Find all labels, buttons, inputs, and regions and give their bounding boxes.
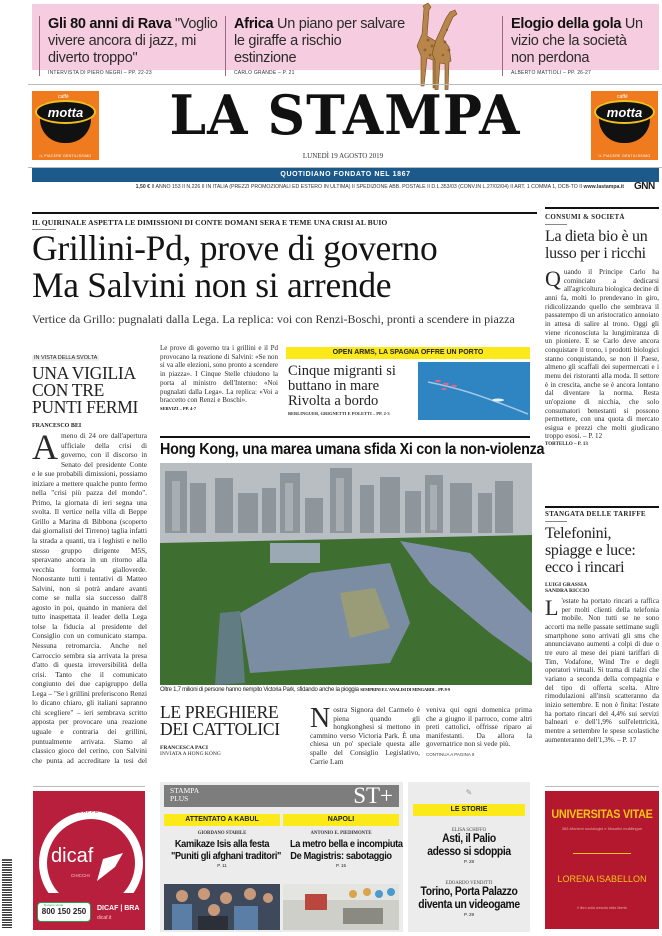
preghiere-headline[interactable]: LE PREGHIERE DEI CATTOLICI — [160, 702, 280, 739]
item-headline — [170, 838, 282, 862]
tariffe-headline: Telefonini, spiagge e luce: ecco i rincari — [545, 525, 636, 576]
editorial-headline: UNA VIGILIA CON TRE PUNTI FERMI — [32, 363, 139, 417]
bio-article[interactable] — [545, 213, 659, 447]
item-headline — [289, 838, 403, 862]
divider — [545, 207, 659, 209]
ad-motta-left[interactable] — [32, 91, 99, 160]
dicaf-slogan: DI CAFFÈ IN CAFFÈ IL MEGLIO È — [35, 809, 143, 815]
dicaf-sub: CHICCHI — [71, 873, 90, 878]
item-headline — [414, 833, 524, 859]
price: 1,50 € — [135, 184, 151, 190]
item-page: P. 11 — [217, 863, 227, 868]
headline-line-2: De Magistris: sabotaggio — [290, 850, 392, 862]
giraffe-image — [395, 0, 485, 90]
item-author: ANTONIO E. PIEDIMONTE — [310, 831, 372, 836]
tariffe-kicker: STANGATA DELLE TARIFFE — [545, 510, 646, 518]
le-storie-box — [408, 782, 530, 932]
teaser-gola[interactable] — [502, 16, 652, 76]
teaser-byline: CARLO GRANDE – P. 21 — [234, 70, 295, 76]
phone-number: 800 150 250 — [41, 907, 87, 916]
stampa-plus-label: STAMPA PLUS — [170, 786, 199, 803]
teaser-strip — [32, 4, 659, 76]
item-headline — [414, 886, 524, 912]
headline-line-2: adesso si sdoppia — [427, 846, 511, 858]
ad-brand: motta — [606, 104, 643, 120]
teaser-title: Africa — [234, 16, 274, 32]
ad-brand: motta — [47, 104, 84, 120]
divider — [33, 786, 145, 787]
lead-headline[interactable] — [32, 230, 537, 304]
bio-kicker: CONSUMI & SOCIETÀ — [545, 213, 625, 221]
tariffe-text: 'estate ha portato rincari a raffica per molti clienti della telefonia mobile. Non tutti se ne sono accorti ma nelle passate settimane sugli smartphone sono arrivati gli sms che annunciavano aumenti a colpi di due o tre euro al mese dei piani tariffari di Tim, Vodafone, Wind Tre e degli operatori virtuali. Si trama di rialzi che variano a seconda della compagnia e del tipo di offerta scelta. Altre rimodulazioni all'insù scatteranno da inizio settembre. E non è finita: l'estate ha portato rincari del 4,4% sui servizi balneari e dell'1,9% sull'elettricità, mentre a settembre le spese scolastiche aumenteranno dell'1,3%. – P. 17 — [545, 597, 659, 744]
teaser-byline: ALBERTO MATTIOLI – PP. 26-27 — [511, 70, 591, 76]
ad-universitas-vitae[interactable] — [545, 791, 659, 929]
preghiere-byline — [160, 745, 221, 757]
drop-cap: Q — [545, 266, 561, 291]
headline-line-1: Kamikaze Isis alla festa — [174, 838, 270, 850]
bio-text: uando il Principe Carlo ha cominciato a dedicarsi all'agricoltura biologica decine di anni fa, molti lo prendevano in giro, ridicolizzando quello che sembrava il passatempo di un aristocratico annoiato in attesa di salire al trono. Oggi gli viene riconosciuta la lungimiranza di un pioniere. E se Carlo deve ancora conquistare il trono, i prodotti biologici stanno conquistando, se non il Paese, almeno gli scaffali dei supermercati e i menu dei ristoranti alla moda. Il settore è in crescita, anche se è ancora lontano dal diventare la norma. Resta un'opzione di nicchia, che solo consumatori benestanti si possono permettere, con una quota di mercato esigua e prezzi che molti giudicano troppo esosi. – P. 12 — [545, 268, 659, 441]
univ-author: LORENA ISABELLON — [557, 874, 647, 884]
intro-text: Le prove di governo tra i grillini e il Pd provocano la reazione di Salvini: «Se non si va alle elezioni, sono pronto a scendere in piazza». I Cinque Stelle chiudono la porta al ministro dell'Interno: «Noi pugnalati dalla Lega». La replica: «Voi a braccetto con Renzi e Boschi». — [160, 344, 278, 405]
ad-dicaf[interactable] — [33, 791, 145, 930]
item-author: ELISA SCHIFFO — [451, 828, 487, 833]
kabul-photo — [164, 884, 280, 930]
lead-subhead: Vertice da Grillo: pugnalati dalla Lega. La replica: voi con Renzi-Boschi, pronti a scendere in piazza — [32, 312, 515, 326]
editorial-article[interactable] — [32, 344, 147, 764]
storie-icon: ✎ — [465, 788, 473, 797]
preghiere-body-2 — [426, 706, 532, 757]
divider — [545, 506, 659, 508]
gnn-logo — [634, 181, 655, 192]
site-link[interactable]: www.lastampa.it — [583, 184, 624, 190]
hongkong-caption — [160, 687, 532, 693]
headline-line-1: La metro bella e incompiuta — [289, 838, 403, 850]
divider — [573, 853, 631, 854]
barcode — [2, 858, 12, 928]
storie-item-torino[interactable] — [408, 881, 530, 917]
dicaf-name: DICAF | BRA — [97, 905, 140, 912]
bio-byline: TORTELLO – P. 13 — [545, 442, 588, 448]
issue-date: LUNEDÌ 19 AGOSTO 2019 — [302, 152, 384, 160]
tariffe-body — [545, 597, 659, 744]
tariffe-byline — [545, 582, 659, 594]
teaser-title: Elogio della gola — [511, 16, 622, 32]
teaser-text: Un piano per salvare le giraffe a rischio estinzione — [234, 16, 405, 66]
univ-subtitle: 365 Aforismi sociologici e filosofici multilingue — [561, 826, 643, 831]
teaser-text: Un vizio che la società non perdona — [511, 16, 643, 66]
byline-2: SANDRA RICCIO — [545, 588, 590, 594]
item-page: P. 15 — [336, 863, 346, 868]
migranti-kicker: OPEN ARMS, LA SPAGNA OFFRE UN PORTO — [286, 347, 530, 359]
divider — [545, 786, 659, 787]
byline-name: FRANCESCA PACI — [160, 745, 209, 751]
editorial-text: meno di 24 ore dall'apertura ufficiale della crisi di governo, con il discorso in Senato del presidente Conte e le sue probabili dimissioni, possiamo iniziare a mettere qualche punto fermo nella "crisi più pazza del mondo". Primo, la giornata di ieri segna una svolta. Il vertice nella villa di Beppe Grillo a Marina di Bibbona (scoperto dai giornalisti del Tirreno) taglia infatti la strada a quanti, tra i leghisti e nello stesso gruppo dirigente M5S, speravano ancora in un ritorno alla vecchia formula gialloverde. Nonostante tutti i tentativi di Matteo Salvini, non si potrà andare avanti come se nulla sia successo dall'8 agosto in poi, quando in maniera del tutto inaspettata il leader della Lega tolse la fiducia al presidente del Consiglio con un comunicato stampa. Nessuna retromarcia. Anche nel Carroccio sembra sia arrivata la presa d'atto di questa irreversibilità della crisi. Tanto che il comunicato congiunto dei due capigruppo della Lega – "Se i grillini preferiscono Renzi lo dicano chiaro, gli italiani sapranno chi scegliere" – ieri sembrava scritto apposta per provocare una reazione uguale e contraria dei grillini, puntualmente arrivata. Siamo al classico gioco del cerino, con Salvini che punta ad accreditare la tesi del — [32, 431, 147, 764]
intro-article[interactable] — [160, 344, 278, 411]
masthead — [28, 84, 662, 168]
headline-line-1: Torino, Porta Palazzo — [420, 886, 518, 898]
storie-item-asti[interactable] — [408, 828, 530, 864]
storie-kicker: LE STORIE — [413, 804, 525, 816]
stplus-item-kabul[interactable] — [164, 814, 280, 868]
item-kicker: ATTENTATO A KABUL — [164, 814, 280, 826]
preghiere-text-2: veniva qui ogni domenica prima che a giugno il parroco, come altri preti cattolici, offrisse riparo ai manifestanti. Da allora la governatrice non si vede più. — [426, 705, 532, 749]
drop-cap: A — [32, 427, 58, 467]
byline-1: LUIGI GRASSIA — [545, 582, 588, 588]
editorial-byline: FRANCESCO BEI — [32, 423, 82, 429]
preghiere-text-1: ostra Signora del Carmelo è piena quando gli hongkonghesi si mettono in cammino verso Victoria Park. È una chiesa un po' speciale questa alle spalle del Consiglio Legislativo, Carrie Lam — [310, 705, 420, 766]
caption-text: Oltre 1,7 milioni di persone hanno riempito Victoria Park, sfidando anche la pioggia — [160, 687, 361, 693]
ad-motta-right[interactable] — [591, 91, 658, 160]
st-plus-logo: ST+ — [353, 783, 393, 808]
divider — [545, 224, 567, 225]
bio-body — [545, 268, 659, 441]
drop-cap: L — [545, 595, 559, 620]
hongkong-photo[interactable] — [160, 463, 532, 685]
teaser-africa[interactable] — [225, 16, 405, 76]
univ-title: UNIVERSITAS VITAE — [551, 807, 653, 821]
item-page: P. 28 — [464, 859, 474, 864]
preghiere-body-1 — [310, 703, 420, 766]
headline-line-2: "Puniti gli afghani traditori" — [170, 850, 282, 862]
headline-line-2: diventa un videogame — [418, 899, 520, 911]
migranti-headline[interactable]: Cinque migranti si buttano in mare Rivolta a bordo — [288, 363, 396, 409]
dicaf-phone-box — [37, 902, 91, 922]
ad-tag: IL PIACERE GENTILISSIMO — [39, 154, 92, 158]
lead-kicker: IL QUIRINALE ASPETTA LE DIMISSIONI DI CONTE DOMANI SERA E TEME UNA CRISI AL BUIO — [32, 218, 388, 227]
teaser-rava[interactable] — [39, 16, 219, 76]
teaser-text: "Voglio vivere ancora di jazz, mi diverto troppo" — [48, 16, 218, 66]
migranti-byline: BERLINGUER, GRIGNETTI E POLETTI – PP. 2-3 — [288, 411, 390, 416]
intro-ref: SERVIZI – PP. 4-7 — [160, 405, 197, 411]
ad-tag: IL PIACERE GENTILISSIMO — [598, 154, 651, 158]
continue-link[interactable]: CONTINUA A PAGINA 9 — [426, 751, 475, 757]
item-author: EDOARDO VENDITTI — [445, 881, 493, 886]
univ-footer: Il libro sulla crescita della libertà — [577, 906, 627, 910]
ad-small: caffè — [58, 94, 69, 100]
divider — [545, 521, 567, 522]
sea-photo — [418, 362, 530, 420]
headline-line-1: Asti, il Palio — [442, 833, 496, 845]
teaser-byline: INTERVISTA DI PIERO NEGRI – PP. 22-23 — [48, 70, 152, 76]
stampa-plus-header — [164, 785, 399, 807]
byline-role: INVIATA A HONG KONG — [160, 751, 221, 757]
founded-bar: QUOTIDIANO FONDATO NEL 1867 — [32, 168, 659, 182]
editorial-kicker: IN VISTA DELLA SVOLTA — [34, 355, 98, 361]
metro-photo — [283, 884, 399, 930]
lead-headline-line-2: Ma Salvini non si arrende — [32, 265, 392, 305]
drop-cap: N — [310, 703, 331, 734]
caption-credit: SEMPRINI E L'ANALISI DI MINGARDI – PP. 8-9 — [360, 687, 450, 692]
issue-info: II ANNO 153 II N.226 II IN ITALIA (PREZZI PROMOZIONALI ED ESTERO IN ULTIMA) II SPEDIZIONE ABB. POSTALE II D.L.353/03 (CONV.IN L.27/02/04) II ART. 1 COMMA 1, DCB-TO II — [150, 184, 584, 190]
bio-headline: La dieta bio è un lusso per i ricchi — [545, 228, 648, 262]
lead-headline-line-1: Grillini-Pd, prove di governo — [32, 228, 438, 268]
editorial-body — [32, 427, 147, 764]
phone-label: Numero Verde — [44, 903, 64, 907]
stplus-item-napoli[interactable] — [283, 814, 403, 868]
gnn-text: GNN — [634, 181, 655, 192]
item-author: GIORDANO STABILE — [197, 831, 247, 836]
issue-info-line — [64, 184, 624, 190]
item-kicker: NAPOLI — [283, 814, 399, 826]
tariffe-article[interactable] — [545, 510, 659, 744]
hongkong-headline[interactable]: Hong Kong, una marea umana sfida Xi con la non-violenza — [160, 441, 545, 458]
dicaf-brand: dicaf — [51, 845, 94, 867]
ad-oval — [35, 100, 96, 124]
ad-oval — [594, 100, 655, 124]
divider — [160, 436, 530, 438]
teaser-title: Gli 80 anni di Rava — [48, 16, 172, 32]
item-page: P. 29 — [464, 912, 474, 917]
stampa-plus-box — [160, 782, 403, 932]
divider — [32, 212, 537, 214]
ad-small: caffè — [617, 94, 628, 100]
dicaf-site: dicaf.it — [97, 915, 112, 921]
newspaper-logo[interactable]: LA STAMPA — [169, 83, 521, 148]
